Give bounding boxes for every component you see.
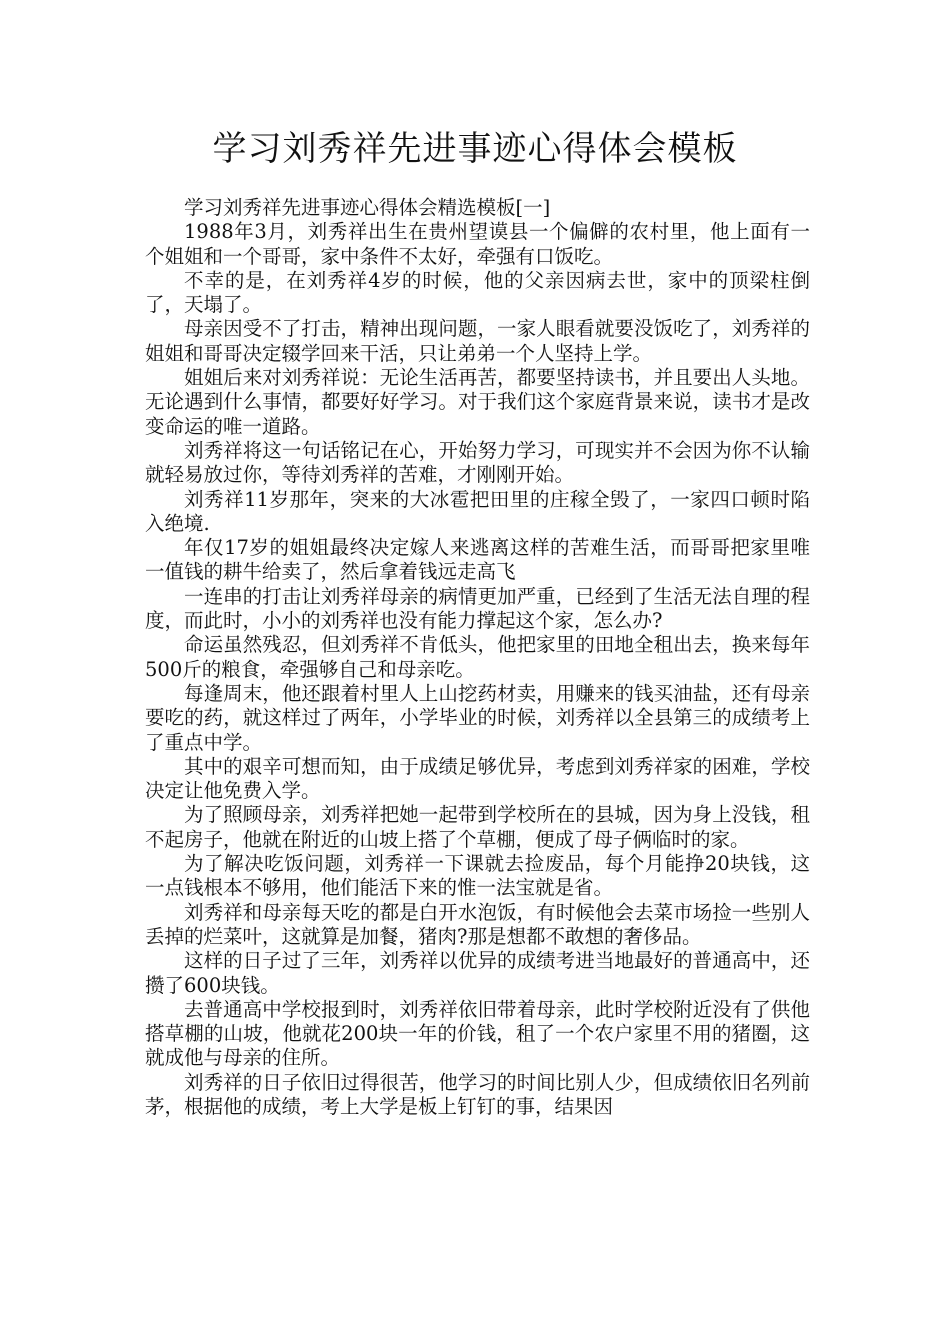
- paragraph: 这样的日子过了三年，刘秀祥以优异的成绩考进当地最好的普通高中，还攒了600块钱。: [145, 949, 810, 997]
- paragraph: 刘秀祥将这一句话铭记在心，开始努力学习，可现实并不会因为你不认输就轻易放过你，等待刘秀祥的苦难，才刚刚开始。: [145, 438, 810, 487]
- paragraph: 去普通高中学校报到时，刘秀祥依旧带着母亲，此时学校附近没有了供他搭草棚的山坡，他就花200块一年的价钱，租了一个农户家里不用的猪圈，这就成他与母亲的住所。: [145, 997, 810, 1070]
- paragraph: 刘秀祥和母亲每天吃的都是白开水泡饭，有时候他会去菜市场捡一些别人丢掉的烂菜叶，这就算是加餐，猪肉?那是想都不敢想的奢侈品。: [145, 900, 810, 948]
- paragraph: 其中的艰辛可想而知，由于成绩足够优异，考虑到刘秀祥家的困难，学校决定让他免费入学。: [145, 754, 810, 803]
- paragraph: 刘秀祥的日子依旧过得很苦，他学习的时间比别人少，但成绩依旧名列前茅，根据他的成绩，考上大学是板上钉钉的事，结果因: [145, 1070, 810, 1118]
- paragraph: 命运虽然残忍，但刘秀祥不肯低头，他把家里的田地全租出去，换来每年500斤的粮食，牵强够自己和母亲吃。: [145, 633, 810, 681]
- document-title: 学习刘秀祥先进事迹心得体会模板: [212, 129, 738, 169]
- paragraph: 不幸的是，在刘秀祥4岁的时候，他的父亲因病去世，家中的顶梁柱倒了，天塌了。: [145, 268, 810, 317]
- paragraph: 学习刘秀祥先进事迹心得体会精选模板[一]: [184, 196, 551, 219]
- paragraph: 1988年3月，刘秀祥出生在贵州望谟县一个偏僻的农村里，他上面有一个姐姐和一个哥哥，家中条件不太好，牵强有口饭吃。: [145, 220, 810, 268]
- document-body: [145, 196, 810, 1119]
- paragraph: 姐姐后来对刘秀祥说：无论生活再苦，都要坚持读书，并且要出人头地。无论遇到什么事情，都要好好学习。对于我们这个家庭背景来说，读书才是改变命运的唯一道路。: [145, 366, 810, 438]
- paragraph: 一连串的打击让刘秀祥母亲的病情更加严重，已经到了生活无法自理的程度，而此时，小小的刘秀祥也没有能力撑起这个家，怎么办?: [145, 584, 810, 633]
- paragraph: 每逢周末，他还跟着村里人上山挖药材卖，用赚来的钱买油盐，还有母亲要吃的药，就这样过了两年，小学毕业的时候，刘秀祥以全县第三的成绩考上了重点中学。: [145, 681, 810, 754]
- paragraph: 为了照顾母亲，刘秀祥把她一起带到学校所在的县城，因为身上没钱，租不起房子，他就在附近的山坡上搭了个草棚，便成了母子俩临时的家。: [145, 803, 810, 851]
- paragraph: 为了解决吃饭问题，刘秀祥一下课就去捡废品，每个月能挣20块钱，这一点钱根本不够用，他们能活下来的惟一法宝就是省。: [145, 852, 810, 900]
- paragraph: 刘秀祥11岁那年，突来的大冰雹把田里的庄稼全毁了，一家四口顿时陷入绝境.: [145, 487, 810, 535]
- paragraph: 母亲因受不了打击，精神出现问题，一家人眼看就要没饭吃了，刘秀祥的姐姐和哥哥决定辍学回来干活，只让弟弟一个人坚持上学。: [145, 317, 810, 365]
- paragraph: 年仅17岁的姐姐最终决定嫁人来逃离这样的苦难生活，而哥哥把家里唯一值钱的耕牛给卖了，然后拿着钱远走高飞: [145, 536, 810, 584]
